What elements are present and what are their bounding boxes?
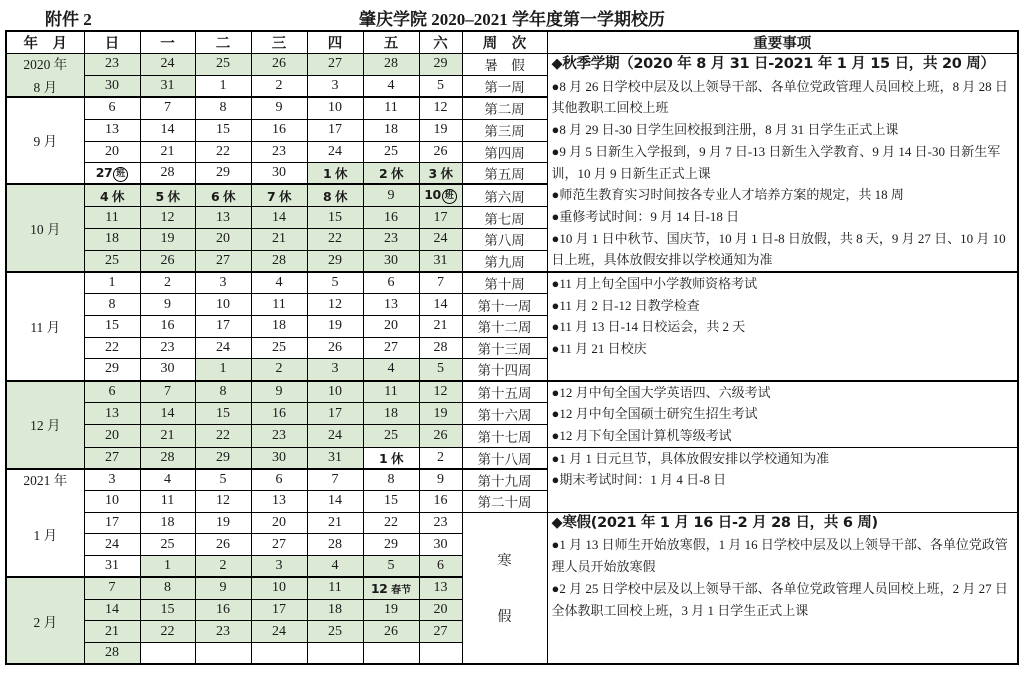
date-cell: 12 [307,294,363,316]
month-label [7,54,84,95]
date-cell: 9 [140,294,195,316]
date-cell: 4 [363,75,419,97]
date-cell [419,642,462,664]
month-label [7,98,84,183]
date-cell: 23 [419,512,462,534]
week-label: 暑 假 [462,54,547,76]
week-label: 第十六周 [462,403,547,425]
date-cell: 30 [251,163,307,185]
date-cell: 19 [140,229,195,251]
notes-item: ◆秋季学期（2020 年 8 月 31 日-2021 年 1 月 15 日，共 20 周） [551,56,995,72]
date-cell: 22 [84,337,140,359]
month-label [7,382,84,467]
date-cell: 23 [140,337,195,359]
date-cell: 16 [363,207,419,229]
date-cell: 3 休 [419,163,462,185]
date-cell: 20 [251,512,307,534]
month-label [7,185,84,270]
date-cell: 18 [251,315,307,337]
date-cell: 7 [140,381,195,403]
date-cell: 1 [140,556,195,578]
date-cell: 14 [140,119,195,141]
notes-section [547,381,1018,448]
date-cell: 29 [195,163,251,185]
month-line: 2020 年 [23,57,68,72]
date-cell: 7 [419,272,462,294]
notes-section [547,512,1018,664]
notes-item: ●期末考试时间：1 月 4 日-8 日 [551,472,727,488]
date-cell [140,642,195,664]
month-line: 1 月 [33,527,58,543]
date-cell: 14 [307,491,363,513]
header-year-month: 年 月 [6,31,84,54]
date-cell: 16 [251,403,307,425]
date-cell: 2 [251,359,307,381]
date-cell: 21 [140,425,195,447]
date-cell [307,642,363,664]
month-label [7,470,84,577]
date-cell: 31 [84,556,140,578]
date-cell: 18 [140,512,195,534]
date-cell: 14 [140,403,195,425]
date-cell: 13 [363,294,419,316]
month-label [7,578,84,663]
date-cell: 21 [84,621,140,643]
date-cell: 22 [140,621,195,643]
date-cell: 17 [307,119,363,141]
date-cell: 24 [307,141,363,163]
date-cell: 4 [307,556,363,578]
week-label: 第十周 [462,272,547,294]
date-cell: 26 [307,337,363,359]
header-day: 日 [84,31,140,54]
week-label: 第四周 [462,141,547,163]
week-label: 第九周 [462,250,547,272]
notes-item: ●2 月 25 日学校中层及以上领导干部、各单位党政管理人员回校上班，2 月 27 日全体教职工回校上班，3 月 1 日学生正式上课 [551,580,1008,618]
date-cell: 24 [84,534,140,556]
month-cell [6,54,84,97]
month-line: 11 月 [30,320,61,336]
notes-item: ●10 月 1 日中秋节、国庆节，10 月 1 日-8 日放假，共 8 天，9 月 27 日、10 月 10 日上班，具体放假安排以学校通知为准 [551,230,1006,268]
notes-item: ●9 月 5 日新生入学报到，9 月 7 日-13 日新生入学教育、9 月 14 日-30 日新生军训，10 月 9 日新生正式上课 [551,143,1001,181]
date-cell: 28 [363,54,419,76]
week-label: 第八周 [462,229,547,251]
date-cell: 31 [140,75,195,97]
date-cell: 23 [251,425,307,447]
date-cell: 8 [195,97,251,119]
date-cell: 26 [419,141,462,163]
date-cell: 8 [84,294,140,316]
date-cell: 6 [84,381,140,403]
date-cell: 21 [251,229,307,251]
header-day: 五 [363,31,419,54]
date-cell: 7 [307,469,363,491]
date-cell: 5 [363,556,419,578]
date-cell: 25 [84,250,140,272]
date-cell: 2 [419,447,462,469]
date-cell: 26 [140,250,195,272]
date-cell: 10 [251,577,307,599]
date-cell: 25 [195,54,251,76]
month-line: 2 月 [33,614,58,630]
date-cell: 7 休 [251,184,307,206]
winter-char: 假 [497,610,512,626]
date-cell: 3 [195,272,251,294]
date-number: 10 [424,187,441,203]
date-cell: 17 [84,512,140,534]
date-cell: 9 [419,469,462,491]
date-cell: 21 [307,512,363,534]
date-cell: 17 [251,599,307,621]
notes-item: ◆寒假(2021 年 1 月 16 日-2 月 28 日，共 6 周) [551,514,878,531]
date-cell: 12 [140,207,195,229]
date-cell: 14 [84,599,140,621]
date-cell: 24 [140,54,195,76]
date-cell: 9 [195,577,251,599]
date-cell: 28 [140,163,195,185]
date-cell: 30 [140,359,195,381]
date-cell: 4 [140,469,195,491]
date-cell: 30 [84,75,140,97]
winter-char: 寒 [497,553,512,569]
date-cell: 2 [251,75,307,97]
week-label: 第五周 [462,163,547,185]
date-number: 12 [370,580,392,596]
date-cell: 29 [419,54,462,76]
date-cell: 2 [140,272,195,294]
month-line: 10 月 [30,221,61,237]
date-cell [419,184,462,206]
date-cell: 10 [84,491,140,513]
date-cell: 16 [251,119,307,141]
date-cell: 12 [419,381,462,403]
date-cell: 22 [195,425,251,447]
date-cell: 26 [419,425,462,447]
date-cell: 20 [84,425,140,447]
date-cell: 6 [84,97,140,119]
date-cell: 16 [195,599,251,621]
date-cell: 3 [84,469,140,491]
date-cell: 24 [307,425,363,447]
month-cell [6,272,84,381]
date-cell: 8 休 [307,184,363,206]
date-cell: 3 [307,75,363,97]
notes-section [547,447,1018,512]
page-title: 肇庆学院 2020–2021 学年度第一学期校历 [359,10,665,29]
date-cell: 20 [419,599,462,621]
date-number: 27 [95,164,113,180]
date-cell: 7 [140,97,195,119]
date-cell: 27 [307,54,363,76]
date-cell: 28 [140,447,195,469]
month-label [7,273,84,380]
date-cell: 18 [363,119,419,141]
date-cell: 19 [307,315,363,337]
date-cell: 18 [307,599,363,621]
week-label: 第十八周 [462,447,547,469]
week-label: 第二十周 [462,491,547,513]
date-cell: 9 [363,184,419,206]
date-cell: 31 [307,447,363,469]
date-cell: 15 [84,315,140,337]
notes-item: ●11 月 21 日校庆 [551,341,647,357]
notes-item: ●11 月 13 日-14 日校运会，共 2 天 [551,319,746,335]
date-cell: 30 [363,250,419,272]
header-day: 四 [307,31,363,54]
date-cell: 25 [307,621,363,643]
date-cell: 22 [363,512,419,534]
date-cell: 19 [363,599,419,621]
date-cell: 12 [419,97,462,119]
notes-item: ●11 月上旬全国中小学教师资格考试 [551,276,758,292]
date-cell: 15 [363,491,419,513]
date-cell: 30 [419,534,462,556]
date-cell: 11 [140,491,195,513]
date-cell: 20 [363,315,419,337]
date-cell: 23 [195,621,251,643]
date-cell: 4 [251,272,307,294]
date-cell: 28 [419,337,462,359]
date-cell: 14 [419,294,462,316]
month-cell [6,184,84,272]
date-cell: 11 [307,577,363,599]
notes-item: ●12 月中旬全国大学英语四、六级考试 [551,384,771,400]
date-cell: 15 [195,403,251,425]
date-cell: 25 [140,534,195,556]
header-day: 三 [251,31,307,54]
date-cell: 3 [307,359,363,381]
date-cell: 8 [195,381,251,403]
date-cell: 9 [251,97,307,119]
date-cell: 27 [84,447,140,469]
date-cell: 3 [251,556,307,578]
date-cell [363,642,419,664]
date-cell: 11 [251,294,307,316]
date-cell: 27 [419,621,462,643]
date-cell: 24 [251,621,307,643]
week-label: 第一周 [462,75,547,97]
date-cell: 29 [363,534,419,556]
date-cell: 10 [307,97,363,119]
notes-item: ●1 月 1 日元旦节，具体放假安排以学校通知为准 [551,450,830,466]
date-cell [363,577,419,599]
date-cell: 27 [251,534,307,556]
month-line: 9 月 [33,134,58,150]
date-cell: 29 [307,250,363,272]
date-cell: 23 [84,54,140,76]
date-cell: 20 [195,229,251,251]
date-cell: 29 [84,359,140,381]
week-label: 第三周 [462,119,547,141]
date-cell: 25 [251,337,307,359]
week-label: 第十二周 [462,315,547,337]
week-label: 第十一周 [462,294,547,316]
date-cell: 27 [363,337,419,359]
calendar-table [5,30,1019,665]
date-cell: 26 [195,534,251,556]
work-day-circle-mark: 班 [113,167,128,182]
notes-item: ●重修考试时间：9 月 14 日-18 日 [551,208,740,224]
week-label: 第十九周 [462,469,547,491]
header-day: 二 [195,31,251,54]
date-cell: 28 [251,250,307,272]
week-label: 第十五周 [462,381,547,403]
date-cell: 4 休 [84,184,140,206]
date-cell: 8 [363,469,419,491]
date-cell: 12 [195,491,251,513]
date-cell: 11 [363,381,419,403]
date-cell: 11 [84,207,140,229]
date-cell: 5 休 [140,184,195,206]
date-cell: 21 [419,315,462,337]
date-cell: 26 [251,54,307,76]
date-cell: 19 [195,512,251,534]
date-cell: 22 [195,141,251,163]
date-cell: 20 [84,141,140,163]
month-cell [6,577,84,664]
titlebar [0,2,1024,28]
notes-item: ●8 月 29 日-30 日学生回校报到注册，8 月 31 日学生正式上课 [551,122,899,138]
month-line: 8 月 [33,79,58,95]
date-cell: 9 [251,381,307,403]
attachment-label: 附件 2 [45,10,92,29]
date-cell: 21 [140,141,195,163]
date-cell: 23 [251,141,307,163]
date-cell: 17 [195,315,251,337]
date-cell: 6 [251,469,307,491]
date-cell: 1 休 [307,163,363,185]
date-cell: 1 [195,359,251,381]
date-cell: 27 [195,250,251,272]
date-cell: 5 [419,75,462,97]
date-cell: 24 [419,229,462,251]
date-cell [195,642,251,664]
week-label: 第六周 [462,184,547,206]
date-cell: 1 休 [363,447,419,469]
notes-item: ●8 月 26 日学校中层及以上领导干部、各单位党政管理人员回校上班，8 月 28 日其他教职工回校上班 [551,78,1008,116]
date-cell [251,642,307,664]
date-cell: 22 [307,229,363,251]
date-cell: 2 休 [363,163,419,185]
date-cell: 13 [195,207,251,229]
date-cell: 6 [419,556,462,578]
date-cell: 8 [140,577,195,599]
header-day: 一 [140,31,195,54]
header-day: 六 [419,31,462,54]
date-cell: 28 [307,534,363,556]
date-cell: 6 [363,272,419,294]
header-notes: 重要事项 [547,31,1018,54]
date-cell: 17 [307,403,363,425]
month-line: 2021 年 [23,472,68,488]
month-line: 12 月 [30,417,61,433]
date-cell: 10 [307,381,363,403]
week-label: 第十七周 [462,425,547,447]
month-cell [6,381,84,469]
week-label: 第十三周 [462,337,547,359]
date-cell: 2 [195,556,251,578]
date-cell: 18 [84,229,140,251]
notes-item: ●12 月中旬全国硕士研究生招生考试 [551,406,758,422]
date-cell: 25 [363,141,419,163]
date-cell: 7 [84,577,140,599]
week-label: 第十四周 [462,359,547,381]
date-cell: 5 [195,469,251,491]
date-cell: 18 [363,403,419,425]
date-cell: 1 [84,272,140,294]
date-cell: 5 [419,359,462,381]
date-cell: 30 [251,447,307,469]
date-cell: 13 [84,403,140,425]
notes-item: ●11 月 2 日-12 日教学检查 [551,297,700,313]
date-cell: 4 [363,359,419,381]
date-cell: 14 [251,207,307,229]
month-cell [6,97,84,185]
notes-item: ●1 月 13 日师生开始放寒假，1 月 16 日学校中层及以上领导干部、各单位党政管理人员开始放寒假 [551,537,1008,575]
week-label: 第二周 [462,97,547,119]
header-week: 周 次 [462,31,547,54]
date-cell: 26 [363,621,419,643]
date-cell: 15 [195,119,251,141]
notes-section [547,54,1018,273]
date-cell: 23 [363,229,419,251]
date-cell: 13 [84,119,140,141]
date-cell: 1 [195,75,251,97]
notes-item: ●12 月下旬全国计算机等级考试 [551,427,732,443]
month-cell [6,469,84,578]
date-cell: 11 [363,97,419,119]
date-cell: 24 [195,337,251,359]
date-cell: 16 [419,491,462,513]
week-label: 第七周 [462,207,547,229]
work-day-circle-mark: 班 [442,189,457,204]
date-cell: 5 [307,272,363,294]
notes-item: ●师范生教育实习时间按各专业人才培养方案的规定，共 18 周 [551,187,904,203]
winter-label-wrap [463,513,547,663]
winter-vacation-label [462,512,547,664]
notes-section [547,272,1018,381]
date-cell: 16 [140,315,195,337]
date-cell: 17 [419,207,462,229]
festival-label: 春节 [391,584,412,596]
date-cell: 25 [363,425,419,447]
date-cell [84,163,140,185]
date-cell: 15 [140,599,195,621]
date-cell: 13 [251,491,307,513]
date-cell: 31 [419,250,462,272]
date-cell: 19 [419,403,462,425]
date-cell: 10 [195,294,251,316]
date-cell: 19 [419,119,462,141]
date-cell: 29 [195,447,251,469]
calendar-body [6,31,1018,664]
date-cell: 28 [84,642,140,664]
date-cell: 6 休 [195,184,251,206]
date-cell: 13 [419,577,462,599]
date-cell: 15 [307,207,363,229]
